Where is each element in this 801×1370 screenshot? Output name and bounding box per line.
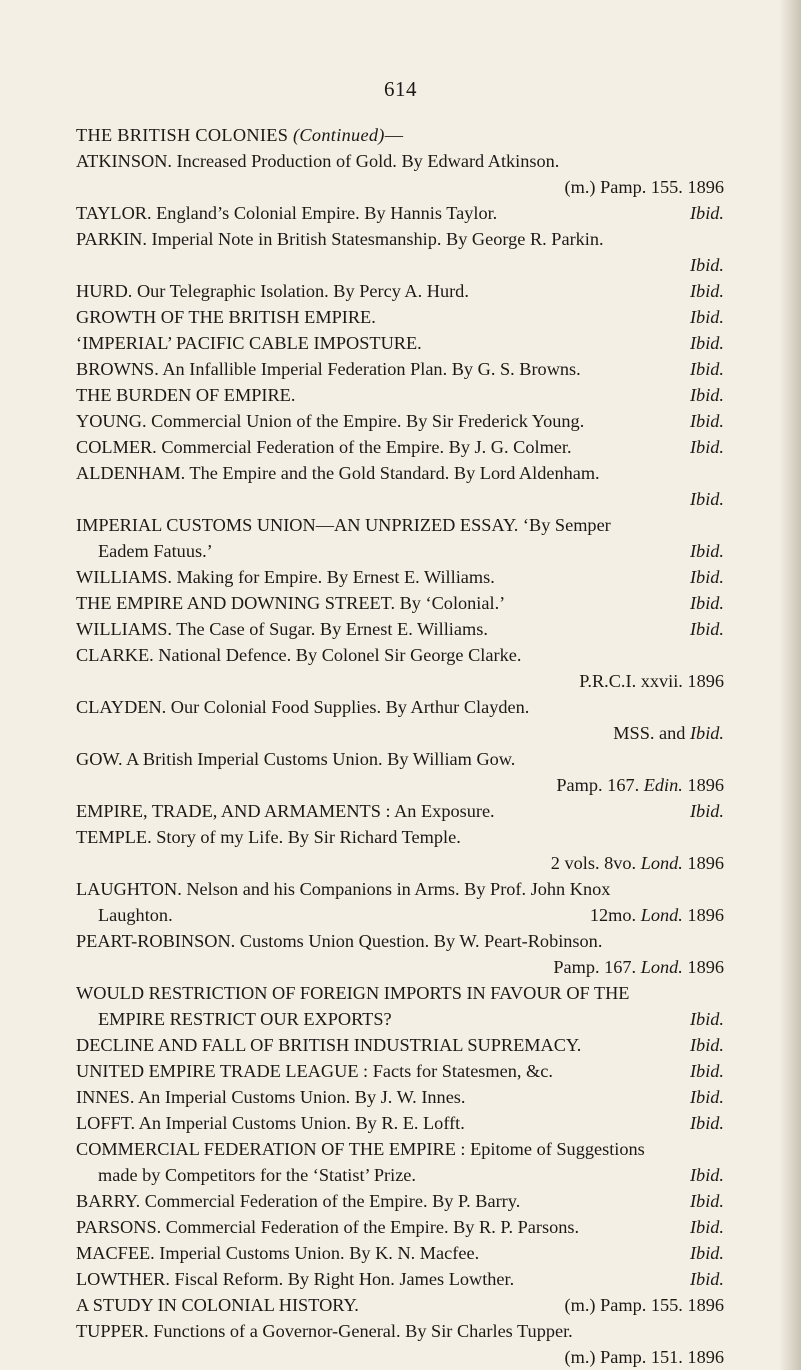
entry-continuation [76,1006,724,1032]
entry-line [76,564,724,590]
entry-text: ATKINSON. Increased Production of Gold. By Edward Atkinson. [76,151,560,171]
entry-date: 2 vols. 8vo. Lond. 1896 [550,853,724,873]
entry-line [76,1058,724,1084]
entry-continuation [76,902,724,928]
bibliography-entry [76,1292,724,1318]
entry-date: Ibid. [689,1113,724,1133]
bibliography-entry [76,590,724,616]
entry-date: (m.) Pamp. 155. 1896 [564,1295,724,1315]
entry-continuation [76,252,724,278]
entry-text: WILLIAMS. Making for Empire. By Ernest E. Williams. [76,567,495,587]
entry-continuation [76,486,724,512]
bibliography-entry [76,798,724,824]
bibliography-entry [76,876,724,928]
bibliography-entry [76,148,724,200]
bibliography-entry [76,1240,724,1266]
entry-line [76,304,724,330]
section-title: THE BRITISH COLONIES [76,125,289,145]
entry-text: LOFFT. An Imperial Customs Union. By R. E. Lofft. [76,1113,465,1133]
entry-date: Ibid. [689,1191,724,1211]
section-continued: (Continued) [293,125,385,145]
entry-date: Ibid. [689,203,724,223]
entry-line [76,746,724,772]
entry-text: A STUDY IN COLONIAL HISTORY. [76,1295,359,1315]
entries [76,148,724,1370]
entry-text: LAUGHTON. Nelson and his Companions in Arms. By Prof. John Knox [76,879,611,899]
entry-line [76,460,724,486]
bibliography-entry [76,1058,724,1084]
entry-line [76,408,724,434]
entry-line [76,798,724,824]
bibliography-entry [76,824,724,876]
entry-text: WOULD RESTRICTION OF FOREIGN IMPORTS IN FAVOUR OF THE [76,983,630,1003]
entry-line [76,694,724,720]
entry-continuation [76,720,724,746]
entry-line [76,928,724,954]
entry-text: UNITED EMPIRE TRADE LEAGUE : Facts for Statesmen, &c. [76,1061,553,1081]
entry-continuation [76,772,724,798]
entry-text: Eadem Fatuus.’ [98,541,213,561]
entry-date: 12mo. Lond. 1896 [589,905,724,925]
entry-line [76,1318,724,1344]
entry-line [76,616,724,642]
entry-text: ALDENHAM. The Empire and the Gold Standard. By Lord Aldenham. [76,463,600,483]
entry-continuation [76,174,724,200]
bibliography-entry [76,330,724,356]
bibliography-entry [76,928,724,980]
entry-line [76,1136,724,1162]
entry-line [76,642,724,668]
entry-line [76,1084,724,1110]
entry-line [76,356,724,382]
entry-date: Ibid. [689,541,724,561]
entry-text: COLMER. Commercial Federation of the Empire. By J. G. Colmer. [76,437,572,457]
bibliography-entry [76,1032,724,1058]
entry-text: BARRY. Commercial Federation of the Empire. By P. Barry. [76,1191,521,1211]
entry-line [76,1188,724,1214]
entry-date: Ibid. [689,1165,724,1185]
entry-line [76,1240,724,1266]
entry-date: Ibid. [689,255,724,275]
entry-text: CLARKE. National Defence. By Colonel Sir George Clarke. [76,645,522,665]
bibliography-entry [76,616,724,642]
entry-text: TAYLOR. England’s Colonial Empire. By Hannis Taylor. [76,203,498,223]
entry-text: TEMPLE. Story of my Life. By Sir Richard Temple. [76,827,461,847]
entry-line [76,1266,724,1292]
entry-text: THE EMPIRE AND DOWNING STREET. By ‘Colonial.’ [76,593,506,613]
entry-line [76,824,724,850]
entry-date: Ibid. [689,411,724,431]
page-number: 614 [384,77,417,101]
entry-line [76,590,724,616]
entry-continuation [76,668,724,694]
entry-continuation [76,954,724,980]
entry-date: Ibid. [689,307,724,327]
bibliography-entry [76,226,724,278]
entry-text: CLAYDEN. Our Colonial Food Supplies. By Arthur Clayden. [76,697,530,717]
entry-date: Ibid. [689,359,724,379]
page-edge-shadow [779,0,801,1370]
entry-text: Laughton. [98,905,173,925]
entry-text: TUPPER. Functions of a Governor-General. By Sir Charles Tupper. [76,1321,573,1341]
entry-date: Ibid. [689,281,724,301]
entry-line [76,1032,724,1058]
bibliography-entry [76,1214,724,1240]
entry-text: HURD. Our Telegraphic Isolation. By Percy A. Hurd. [76,281,469,301]
entry-date: MSS. and Ibid. [613,723,724,743]
entry-text: BROWNS. An Infallible Imperial Federation Plan. By G. S. Browns. [76,359,581,379]
entry-line [76,1214,724,1240]
entry-line [76,226,724,252]
bibliography-entry [76,1266,724,1292]
entry-line [76,200,724,226]
bibliography-entry [76,1136,724,1188]
bibliography-entry [76,200,724,226]
entry-text: LOWTHER. Fiscal Reform. By Right Hon. James Lowther. [76,1269,515,1289]
entry-line [76,1292,724,1318]
entry-date: P.R.C.I. xxvii. 1896 [579,671,724,691]
bibliography-entry [76,434,724,460]
entry-line [76,876,724,902]
entry-text: PARSONS. Commercial Federation of the Empire. By R. P. Parsons. [76,1217,580,1237]
entry-text: ‘IMPERIAL’ PACIFIC CABLE IMPOSTURE. [76,333,422,353]
entry-date: Ibid. [689,437,724,457]
entry-continuation [76,1162,724,1188]
entry-date: Ibid. [689,1009,724,1029]
entry-text: made by Competitors for the ‘Statist’ Prize. [98,1165,416,1185]
entry-text: GROWTH OF THE BRITISH EMPIRE. [76,307,376,327]
bibliography-entry [76,460,724,512]
bibliography-entry [76,746,724,798]
entry-line [76,148,724,174]
bibliography-entry [76,356,724,382]
bibliography-entry [76,564,724,590]
entry-text: THE BURDEN OF EMPIRE. [76,385,296,405]
bibliography-list [76,122,724,1370]
bibliography-entry [76,1188,724,1214]
entry-date: Ibid. [689,1269,724,1289]
entry-text: INNES. An Imperial Customs Union. By J. W. Innes. [76,1087,466,1107]
section-heading [76,122,724,148]
entry-date: Pamp. 167. Lond. 1896 [553,957,724,977]
bibliography-entry [76,304,724,330]
entry-text: IMPERIAL CUSTOMS UNION—AN UNPRIZED ESSAY. ‘By Semper [76,515,611,535]
entry-text: MACFEE. Imperial Customs Union. By K. N. Macfee. [76,1243,480,1263]
entry-text: EMPIRE, TRADE, AND ARMAMENTS : An Exposure. [76,801,495,821]
entry-date: Ibid. [689,1061,724,1081]
entry-line [76,382,724,408]
entry-line [76,1110,724,1136]
entry-continuation [76,850,724,876]
entry-date: (m.) Pamp. 151. 1896 [564,1347,724,1367]
bibliography-entry [76,694,724,746]
section-dash: — [384,125,404,145]
bibliography-entry [76,278,724,304]
entry-text: DECLINE AND FALL OF BRITISH INDUSTRIAL SUPREMACY. [76,1035,582,1055]
bibliography-entry [76,642,724,694]
entry-line [76,330,724,356]
entry-line [76,512,724,538]
entry-date: Ibid. [689,1243,724,1263]
entry-continuation [76,1344,724,1370]
entry-date: Ibid. [689,593,724,613]
entry-line [76,980,724,1006]
entry-text: COMMERCIAL FEDERATION OF THE EMPIRE : Epitome of Suggestions [76,1139,645,1159]
entry-text: EMPIRE RESTRICT OUR EXPORTS? [98,1009,392,1029]
bibliography-entry [76,1318,724,1370]
entry-date: Ibid. [689,619,724,639]
entry-text: GOW. A British Imperial Customs Union. By William Gow. [76,749,516,769]
entry-text: WILLIAMS. The Case of Sugar. By Ernest E. Williams. [76,619,488,639]
entry-line [76,278,724,304]
bibliography-entry [76,980,724,1032]
bibliography-entry [76,512,724,564]
bibliography-entry [76,408,724,434]
entry-text: PEART-ROBINSON. Customs Union Question. By W. Peart-Robinson. [76,931,603,951]
entry-continuation [76,538,724,564]
bibliography-entry [76,1084,724,1110]
bibliography-entry [76,1110,724,1136]
bibliography-entry [76,382,724,408]
entry-line [76,434,724,460]
entry-date: Ibid. [689,385,724,405]
entry-text: YOUNG. Commercial Union of the Empire. By Sir Frederick Young. [76,411,585,431]
entry-date: Ibid. [689,1087,724,1107]
entry-date: Ibid. [689,333,724,353]
entry-date: (m.) Pamp. 155. 1896 [564,177,724,197]
entry-date: Pamp. 167. Edin. 1896 [556,775,724,795]
entry-date: Ibid. [689,1217,724,1237]
entry-date: Ibid. [689,1035,724,1055]
entry-date: Ibid. [689,489,724,509]
entry-date: Ibid. [689,567,724,587]
entry-date: Ibid. [689,801,724,821]
entry-text: PARKIN. Imperial Note in British Statesmanship. By George R. Parkin. [76,229,604,249]
